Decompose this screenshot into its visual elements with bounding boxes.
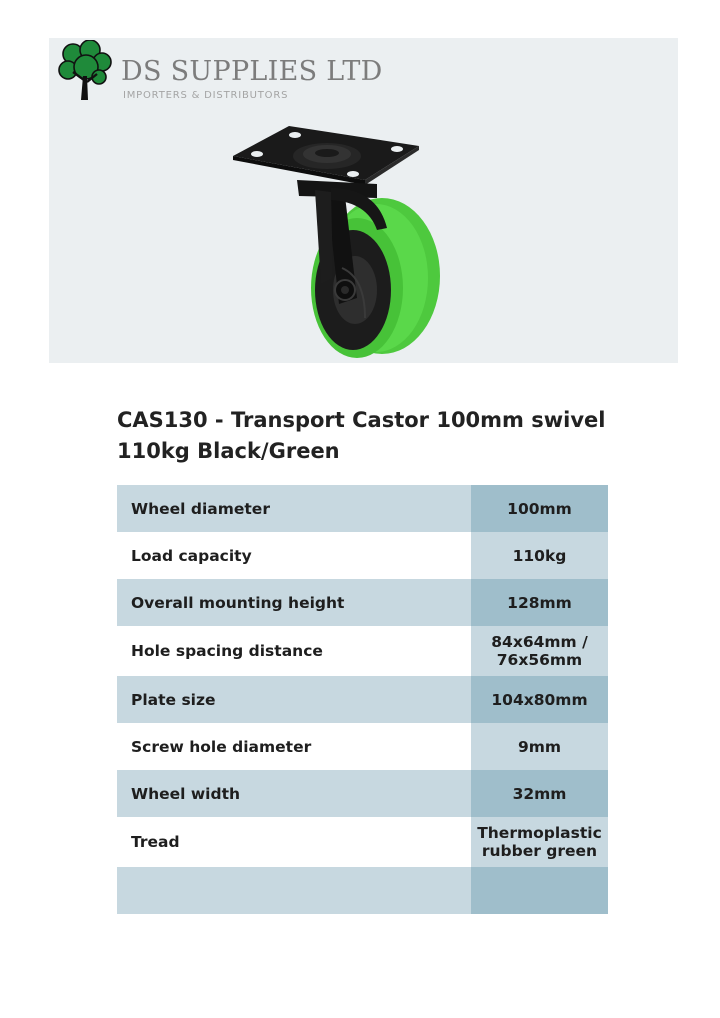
table-row [117, 579, 608, 626]
spec-value: 128mm [471, 579, 608, 626]
spec-value: 100mm [471, 485, 608, 532]
table-row [117, 817, 608, 867]
product-banner [49, 38, 678, 363]
tree-logo-icon [57, 40, 113, 104]
spec-label: Plate size [117, 676, 471, 723]
spec-value: 9mm [471, 723, 608, 770]
castor-wheel-image [227, 118, 452, 363]
spec-value: Thermoplastic rubber green [471, 817, 608, 867]
spec-label [117, 867, 471, 914]
spec-label: Tread [117, 817, 471, 867]
spec-value: 104x80mm [471, 676, 608, 723]
table-row [117, 723, 608, 770]
spec-label: Overall mounting height [117, 579, 471, 626]
spec-label: Wheel diameter [117, 485, 471, 532]
table-row [117, 485, 608, 532]
spec-value: 32mm [471, 770, 608, 817]
spec-value [471, 867, 608, 914]
company-tagline: IMPORTERS & DISTRIBUTORS [123, 90, 289, 101]
spec-label: Screw hole diameter [117, 723, 471, 770]
table-row [117, 770, 608, 817]
spec-label: Hole spacing distance [117, 626, 471, 676]
spec-table [117, 485, 608, 914]
table-row [117, 626, 608, 676]
spec-label: Wheel width [117, 770, 471, 817]
spec-label: Load capacity [117, 532, 471, 579]
company-name: DS SUPPLIES LTD [121, 56, 383, 87]
table-row [117, 867, 608, 914]
spec-value: 84x64mm / 76x56mm [471, 626, 608, 676]
product-title: CAS130 - Transport Castor 100mm swivel 110kg Black/Green [117, 408, 606, 463]
table-row [117, 676, 608, 723]
spec-value: 110kg [471, 532, 608, 579]
table-row [117, 532, 608, 579]
